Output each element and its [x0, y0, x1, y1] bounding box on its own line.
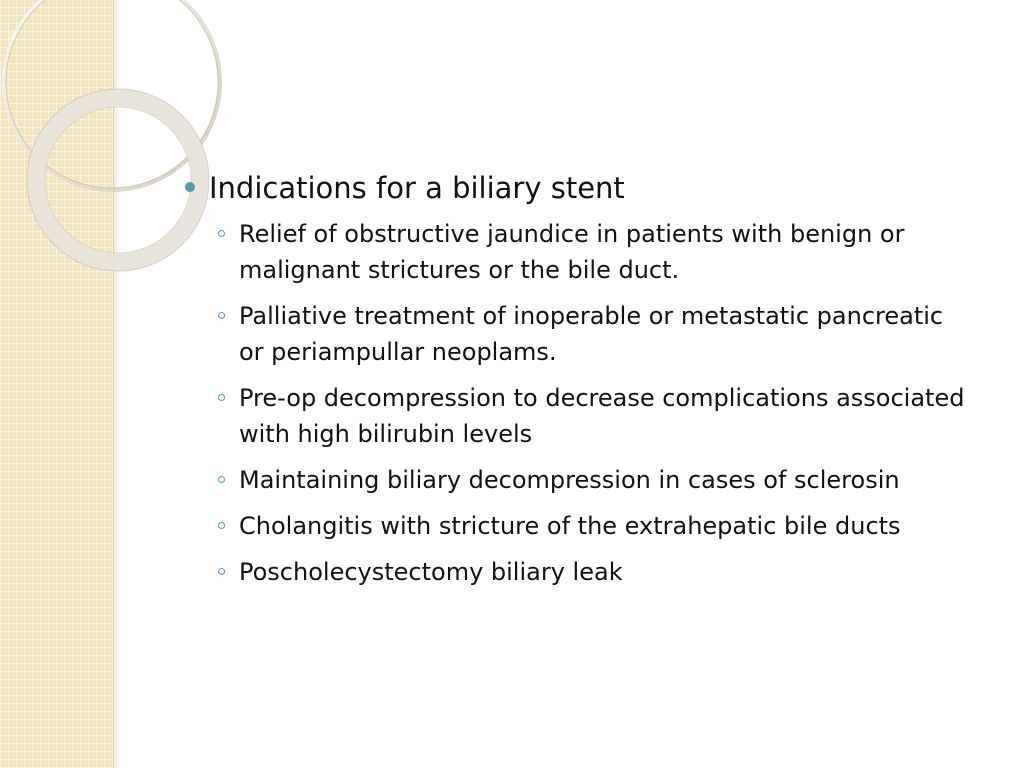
sub-bullet-item — [214, 380, 980, 452]
sub-bullet-text: Pre-op decompression to decrease complications associated with high bilirubin levels — [239, 384, 965, 448]
sub-bullet-item — [214, 216, 980, 288]
heading-bullet-text: Indications for a biliary stent — [209, 171, 625, 205]
hollow-circle-bullet-icon — [218, 476, 225, 483]
sub-bullet-text: Maintaining biliary decompression in cases of sclerosin — [239, 466, 900, 494]
sub-bullet-item — [214, 554, 980, 590]
sub-bullet-text: Palliative treatment of inoperable or metastatic pancreatic or periampullar neoplams. — [239, 302, 944, 366]
slide-body — [180, 168, 980, 600]
sub-bullet-item — [214, 298, 980, 370]
filled-circle-bullet-icon — [185, 182, 195, 192]
sub-bullet-text: Poscholecystectomy biliary leak — [239, 558, 623, 586]
hollow-circle-bullet-icon — [218, 568, 225, 575]
sub-bullet-item — [214, 508, 980, 544]
hollow-circle-bullet-icon — [218, 312, 225, 319]
sub-bullet-text: Cholangitis with stricture of the extrahepatic bile ducts — [239, 512, 901, 540]
heading-bullet-item — [180, 168, 980, 208]
hollow-circle-bullet-icon — [218, 230, 225, 237]
sub-bullet-list — [180, 216, 980, 590]
sub-bullet-item — [214, 462, 980, 498]
decorative-rings-icon — [0, 0, 140, 260]
sub-bullet-text: Relief of obstructive jaundice in patients with benign or malignant strictures or the bile duct. — [239, 220, 905, 284]
hollow-circle-bullet-icon — [218, 522, 225, 529]
hollow-circle-bullet-icon — [218, 394, 225, 401]
